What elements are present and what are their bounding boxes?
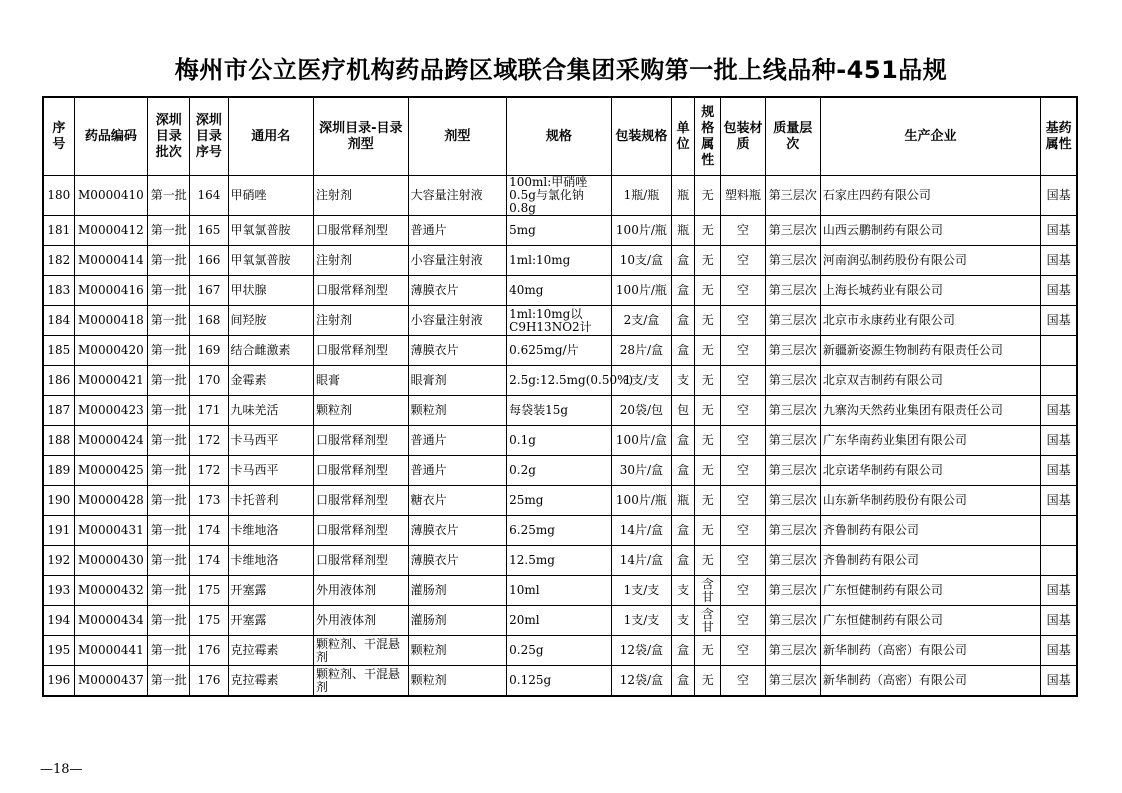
cell-unit: 盒 (672, 246, 695, 276)
cell-package: 14片/盒 (611, 516, 671, 546)
cell-spec-attr: 含甘 (695, 576, 721, 606)
table-row (43, 546, 1077, 576)
table-row (43, 176, 1077, 216)
cell-catalog-no: 172 (190, 456, 228, 486)
cell-spec: 6.25mg (507, 516, 612, 546)
cell-catalog-no: 171 (190, 396, 228, 426)
cell-catalog-no: 174 (190, 516, 228, 546)
cell-unit: 瓶 (672, 486, 695, 516)
cell-code: M0000441 (74, 636, 147, 666)
cell-unit: 支 (672, 366, 695, 396)
cell-catalog-no: 165 (190, 216, 228, 246)
cell-batch: 第一批 (148, 306, 190, 336)
col-header-catalog-form: 深圳目录-目录剂型 (314, 97, 409, 176)
cell-unit: 支 (672, 606, 695, 636)
cell-code: M0000432 (74, 576, 147, 606)
cell-index: 196 (43, 666, 74, 697)
cell-spec-attr: 无 (695, 666, 721, 697)
cell-essential: 国基 (1041, 456, 1077, 486)
cell-catalog-form: 口服常释剂型 (314, 546, 409, 576)
cell-batch: 第一批 (148, 366, 190, 396)
cell-material: 空 (721, 636, 765, 666)
cell-material: 空 (721, 336, 765, 366)
cell-package: 10支/盒 (611, 246, 671, 276)
col-header-code: 药品编码 (74, 97, 147, 176)
cell-dosage-form: 普通片 (408, 456, 507, 486)
table-row (43, 486, 1077, 516)
col-header-index: 序号 (43, 97, 74, 176)
cell-quality: 第三层次 (765, 246, 820, 276)
col-header-generic-name: 通用名 (228, 97, 313, 176)
col-header-essential: 基药属性 (1041, 97, 1077, 176)
cell-index: 188 (43, 426, 74, 456)
cell-spec-attr: 无 (695, 636, 721, 666)
cell-manufacturer: 广东恒健制药有限公司 (820, 576, 1040, 606)
cell-spec: 2.5g:12.5mg(0.50%) (507, 366, 612, 396)
cell-batch: 第一批 (148, 606, 190, 636)
cell-material: 空 (721, 366, 765, 396)
cell-batch: 第一批 (148, 456, 190, 486)
cell-catalog-no: 169 (190, 336, 228, 366)
cell-dosage-form: 灌肠剂 (408, 606, 507, 636)
cell-batch: 第一批 (148, 486, 190, 516)
cell-package: 1支/支 (611, 576, 671, 606)
cell-index: 189 (43, 456, 74, 486)
cell-index: 181 (43, 216, 74, 246)
cell-spec: 0.1g (507, 426, 612, 456)
cell-catalog-no: 170 (190, 366, 228, 396)
cell-material: 空 (721, 516, 765, 546)
cell-manufacturer: 石家庄四药有限公司 (820, 176, 1040, 216)
cell-quality: 第三层次 (765, 336, 820, 366)
page-number: —18— (40, 762, 83, 777)
cell-generic-name: 甲状腺 (228, 276, 313, 306)
cell-code: M0000420 (74, 336, 147, 366)
cell-dosage-form: 糖衣片 (408, 486, 507, 516)
cell-catalog-form: 口服常释剂型 (314, 456, 409, 486)
cell-dosage-form: 颗粒剂 (408, 396, 507, 426)
cell-dosage-form: 薄膜衣片 (408, 516, 507, 546)
cell-spec-attr: 无 (695, 246, 721, 276)
cell-material: 空 (721, 456, 765, 486)
cell-material: 空 (721, 216, 765, 246)
cell-code: M0000425 (74, 456, 147, 486)
cell-package: 30片/盒 (611, 456, 671, 486)
cell-batch: 第一批 (148, 176, 190, 216)
cell-code: M0000412 (74, 216, 147, 246)
cell-essential: 国基 (1041, 666, 1077, 697)
cell-essential: 国基 (1041, 276, 1077, 306)
cell-index: 183 (43, 276, 74, 306)
table-header-row (43, 97, 1077, 176)
col-header-dosage-form: 剂型 (408, 97, 507, 176)
cell-essential (1041, 516, 1077, 546)
cell-essential (1041, 336, 1077, 366)
cell-unit: 包 (672, 396, 695, 426)
cell-spec-attr: 无 (695, 486, 721, 516)
cell-catalog-no: 175 (190, 576, 228, 606)
cell-dosage-form: 薄膜衣片 (408, 336, 507, 366)
cell-index: 194 (43, 606, 74, 636)
cell-catalog-form: 口服常释剂型 (314, 216, 409, 246)
cell-spec: 5mg (507, 216, 612, 246)
cell-dosage-form: 薄膜衣片 (408, 276, 507, 306)
cell-manufacturer: 上海长城药业有限公司 (820, 276, 1040, 306)
cell-generic-name: 卡维地洛 (228, 516, 313, 546)
cell-batch: 第一批 (148, 576, 190, 606)
cell-generic-name: 卡维地洛 (228, 546, 313, 576)
cell-quality: 第三层次 (765, 606, 820, 636)
cell-manufacturer: 齐鲁制药有限公司 (820, 516, 1040, 546)
cell-material: 空 (721, 576, 765, 606)
cell-batch: 第一批 (148, 516, 190, 546)
cell-quality: 第三层次 (765, 486, 820, 516)
cell-code: M0000421 (74, 366, 147, 396)
cell-catalog-form: 口服常释剂型 (314, 426, 409, 456)
cell-batch: 第一批 (148, 336, 190, 366)
cell-spec-attr: 含甘 (695, 606, 721, 636)
cell-unit: 盒 (672, 666, 695, 697)
cell-essential: 国基 (1041, 396, 1077, 426)
cell-quality: 第三层次 (765, 216, 820, 246)
cell-generic-name: 甲硝唑 (228, 176, 313, 216)
cell-catalog-form: 注射剂 (314, 176, 409, 216)
cell-dosage-form: 普通片 (408, 426, 507, 456)
cell-essential (1041, 366, 1077, 396)
cell-spec: 1ml:10mg (507, 246, 612, 276)
cell-manufacturer: 广东恒健制药有限公司 (820, 606, 1040, 636)
table-row (43, 516, 1077, 546)
cell-unit: 支 (672, 576, 695, 606)
cell-package: 28片/盒 (611, 336, 671, 366)
cell-spec-attr: 无 (695, 276, 721, 306)
cell-dosage-form: 薄膜衣片 (408, 546, 507, 576)
cell-index: 187 (43, 396, 74, 426)
cell-catalog-form: 注射剂 (314, 246, 409, 276)
cell-catalog-no: 166 (190, 246, 228, 276)
cell-material: 塑料瓶 (721, 176, 765, 216)
cell-manufacturer: 北京双吉制药有限公司 (820, 366, 1040, 396)
cell-package: 20袋/包 (611, 396, 671, 426)
drug-table (42, 96, 1078, 697)
cell-manufacturer: 新疆新姿源生物制药有限责任公司 (820, 336, 1040, 366)
cell-code: M0000428 (74, 486, 147, 516)
cell-essential: 国基 (1041, 576, 1077, 606)
cell-essential: 国基 (1041, 426, 1077, 456)
cell-batch: 第一批 (148, 216, 190, 246)
cell-batch: 第一批 (148, 396, 190, 426)
cell-unit: 盒 (672, 546, 695, 576)
cell-catalog-form: 眼膏 (314, 366, 409, 396)
cell-package: 12袋/盒 (611, 636, 671, 666)
cell-spec: 0.2g (507, 456, 612, 486)
cell-index: 193 (43, 576, 74, 606)
table-row (43, 576, 1077, 606)
table-row (43, 456, 1077, 486)
cell-code: M0000423 (74, 396, 147, 426)
cell-batch: 第一批 (148, 246, 190, 276)
cell-package: 12袋/盒 (611, 666, 671, 697)
cell-catalog-form: 颗粒剂、干混悬剂 (314, 636, 409, 666)
cell-quality: 第三层次 (765, 546, 820, 576)
cell-spec: 每袋装15g (507, 396, 612, 426)
cell-unit: 盒 (672, 336, 695, 366)
cell-dosage-form: 颗粒剂 (408, 636, 507, 666)
cell-catalog-no: 167 (190, 276, 228, 306)
cell-unit: 瓶 (672, 176, 695, 216)
cell-spec-attr: 无 (695, 176, 721, 216)
cell-generic-name: 甲氧氯普胺 (228, 216, 313, 246)
table-row (43, 246, 1077, 276)
cell-essential: 国基 (1041, 176, 1077, 216)
cell-spec-attr: 无 (695, 396, 721, 426)
cell-unit: 盒 (672, 276, 695, 306)
cell-code: M0000430 (74, 546, 147, 576)
cell-manufacturer: 北京诺华制药有限公司 (820, 456, 1040, 486)
cell-manufacturer: 山东新华制药股份有限公司 (820, 486, 1040, 516)
cell-spec-attr: 无 (695, 516, 721, 546)
cell-spec-attr: 无 (695, 366, 721, 396)
cell-catalog-form: 颗粒剂、干混悬剂 (314, 666, 409, 697)
table-row (43, 336, 1077, 366)
cell-unit: 盒 (672, 306, 695, 336)
cell-dosage-form: 大容量注射液 (408, 176, 507, 216)
cell-unit: 盒 (672, 636, 695, 666)
cell-essential (1041, 546, 1077, 576)
col-header-package: 包装规格 (611, 97, 671, 176)
cell-manufacturer: 齐鲁制药有限公司 (820, 546, 1040, 576)
cell-package: 100片/瓶 (611, 276, 671, 306)
cell-essential: 国基 (1041, 216, 1077, 246)
cell-material: 空 (721, 666, 765, 697)
cell-batch: 第一批 (148, 426, 190, 456)
cell-material: 空 (721, 246, 765, 276)
cell-spec: 40mg (507, 276, 612, 306)
cell-catalog-no: 168 (190, 306, 228, 336)
cell-package: 100片/瓶 (611, 216, 671, 246)
cell-dosage-form: 普通片 (408, 216, 507, 246)
cell-package: 1支/支 (611, 366, 671, 396)
cell-generic-name: 开塞露 (228, 576, 313, 606)
cell-spec: 0.25g (507, 636, 612, 666)
cell-unit: 盒 (672, 516, 695, 546)
cell-dosage-form: 眼膏剂 (408, 366, 507, 396)
cell-spec-attr: 无 (695, 216, 721, 246)
cell-spec: 100ml:甲硝唑0.5g与氯化钠0.8g (507, 176, 612, 216)
table-row (43, 606, 1077, 636)
table-row (43, 306, 1077, 336)
cell-generic-name: 克拉霉素 (228, 636, 313, 666)
cell-generic-name: 卡马西平 (228, 456, 313, 486)
cell-material: 空 (721, 306, 765, 336)
cell-package: 100片/瓶 (611, 486, 671, 516)
col-header-unit: 单位 (672, 97, 695, 176)
cell-unit: 瓶 (672, 216, 695, 246)
cell-catalog-form: 口服常释剂型 (314, 276, 409, 306)
cell-manufacturer: 新华制药（高密）有限公司 (820, 666, 1040, 697)
cell-quality: 第三层次 (765, 276, 820, 306)
cell-catalog-no: 174 (190, 546, 228, 576)
cell-spec: 0.625mg/片 (507, 336, 612, 366)
cell-code: M0000424 (74, 426, 147, 456)
cell-material: 空 (721, 546, 765, 576)
cell-index: 182 (43, 246, 74, 276)
cell-catalog-form: 口服常释剂型 (314, 336, 409, 366)
cell-batch: 第一批 (148, 546, 190, 576)
cell-essential: 国基 (1041, 306, 1077, 336)
cell-material: 空 (721, 606, 765, 636)
cell-manufacturer: 北京市永康药业有限公司 (820, 306, 1040, 336)
cell-index: 184 (43, 306, 74, 336)
col-header-batch: 深圳目录批次 (148, 97, 190, 176)
cell-index: 190 (43, 486, 74, 516)
cell-material: 空 (721, 396, 765, 426)
cell-manufacturer: 山西云鹏制药有限公司 (820, 216, 1040, 246)
cell-generic-name: 间羟胺 (228, 306, 313, 336)
cell-material: 空 (721, 486, 765, 516)
cell-essential: 国基 (1041, 636, 1077, 666)
cell-batch: 第一批 (148, 666, 190, 697)
cell-catalog-form: 口服常释剂型 (314, 516, 409, 546)
cell-essential: 国基 (1041, 246, 1077, 276)
cell-catalog-form: 注射剂 (314, 306, 409, 336)
cell-material: 空 (721, 276, 765, 306)
cell-essential: 国基 (1041, 606, 1077, 636)
table-row (43, 636, 1077, 666)
cell-manufacturer: 广东华南药业集团有限公司 (820, 426, 1040, 456)
col-header-spec-attr: 规格属性 (695, 97, 721, 176)
cell-spec: 0.125g (507, 666, 612, 697)
page-title: 梅州市公立医疗机构药品跨区域联合集团采购第一批上线品种-451品规 (174, 56, 948, 84)
cell-spec: 25mg (507, 486, 612, 516)
cell-quality: 第三层次 (765, 576, 820, 606)
cell-generic-name: 开塞露 (228, 606, 313, 636)
cell-code: M0000414 (74, 246, 147, 276)
cell-quality: 第三层次 (765, 426, 820, 456)
cell-package: 1瓶/瓶 (611, 176, 671, 216)
cell-quality: 第三层次 (765, 176, 820, 216)
cell-catalog-form: 颗粒剂 (314, 396, 409, 426)
cell-spec-attr: 无 (695, 306, 721, 336)
cell-quality: 第三层次 (765, 366, 820, 396)
cell-spec-attr: 无 (695, 426, 721, 456)
cell-index: 191 (43, 516, 74, 546)
cell-spec-attr: 无 (695, 546, 721, 576)
cell-package: 100片/盒 (611, 426, 671, 456)
table-row (43, 366, 1077, 396)
cell-dosage-form: 颗粒剂 (408, 666, 507, 697)
col-header-spec: 规格 (507, 97, 612, 176)
cell-code: M0000431 (74, 516, 147, 546)
cell-catalog-no: 176 (190, 666, 228, 697)
cell-package: 14片/盒 (611, 546, 671, 576)
cell-quality: 第三层次 (765, 396, 820, 426)
cell-batch: 第一批 (148, 636, 190, 666)
table-row (43, 216, 1077, 246)
col-header-quality: 质量层次 (765, 97, 820, 176)
cell-code: M0000410 (74, 176, 147, 216)
cell-generic-name: 结合雌激素 (228, 336, 313, 366)
cell-unit: 盒 (672, 426, 695, 456)
cell-catalog-no: 164 (190, 176, 228, 216)
col-header-material: 包装材质 (721, 97, 765, 176)
cell-catalog-no: 173 (190, 486, 228, 516)
cell-spec: 1ml:10mg以C9H13NO2计 (507, 306, 612, 336)
cell-spec-attr: 无 (695, 456, 721, 486)
cell-quality: 第三层次 (765, 306, 820, 336)
cell-catalog-form: 口服常释剂型 (314, 486, 409, 516)
cell-essential: 国基 (1041, 486, 1077, 516)
cell-spec: 12.5mg (507, 546, 612, 576)
cell-code: M0000416 (74, 276, 147, 306)
cell-spec: 10ml (507, 576, 612, 606)
cell-index: 180 (43, 176, 74, 216)
table-row (43, 426, 1077, 456)
cell-manufacturer: 河南润弘制药股份有限公司 (820, 246, 1040, 276)
cell-quality: 第三层次 (765, 666, 820, 697)
cell-catalog-no: 176 (190, 636, 228, 666)
cell-package: 1支/支 (611, 606, 671, 636)
cell-batch: 第一批 (148, 276, 190, 306)
cell-generic-name: 卡托普利 (228, 486, 313, 516)
cell-package: 2支/盒 (611, 306, 671, 336)
cell-dosage-form: 灌肠剂 (408, 576, 507, 606)
cell-manufacturer: 新华制药（高密）有限公司 (820, 636, 1040, 666)
cell-spec: 20ml (507, 606, 612, 636)
cell-unit: 盒 (672, 456, 695, 486)
cell-catalog-form: 外用液体剂 (314, 576, 409, 606)
cell-quality: 第三层次 (765, 636, 820, 666)
cell-catalog-form: 外用液体剂 (314, 606, 409, 636)
cell-index: 192 (43, 546, 74, 576)
cell-dosage-form: 小容量注射液 (408, 306, 507, 336)
table-row (43, 396, 1077, 426)
cell-generic-name: 九味羌活 (228, 396, 313, 426)
cell-dosage-form: 小容量注射液 (408, 246, 507, 276)
cell-generic-name: 克拉霉素 (228, 666, 313, 697)
cell-code: M0000437 (74, 666, 147, 697)
cell-index: 195 (43, 636, 74, 666)
table-row (43, 276, 1077, 306)
cell-index: 186 (43, 366, 74, 396)
cell-generic-name: 金霉素 (228, 366, 313, 396)
table-row (43, 666, 1077, 697)
cell-generic-name: 卡马西平 (228, 426, 313, 456)
cell-catalog-no: 175 (190, 606, 228, 636)
cell-code: M0000418 (74, 306, 147, 336)
cell-quality: 第三层次 (765, 456, 820, 486)
col-header-manufacturer: 生产企业 (820, 97, 1040, 176)
cell-generic-name: 甲氧氯普胺 (228, 246, 313, 276)
cell-quality: 第三层次 (765, 516, 820, 546)
cell-material: 空 (721, 426, 765, 456)
cell-spec-attr: 无 (695, 336, 721, 366)
col-header-catalog-no: 深圳目录序号 (190, 97, 228, 176)
cell-code: M0000434 (74, 606, 147, 636)
cell-catalog-no: 172 (190, 426, 228, 456)
cell-manufacturer: 九寨沟天然药业集团有限责任公司 (820, 396, 1040, 426)
cell-index: 185 (43, 336, 74, 366)
